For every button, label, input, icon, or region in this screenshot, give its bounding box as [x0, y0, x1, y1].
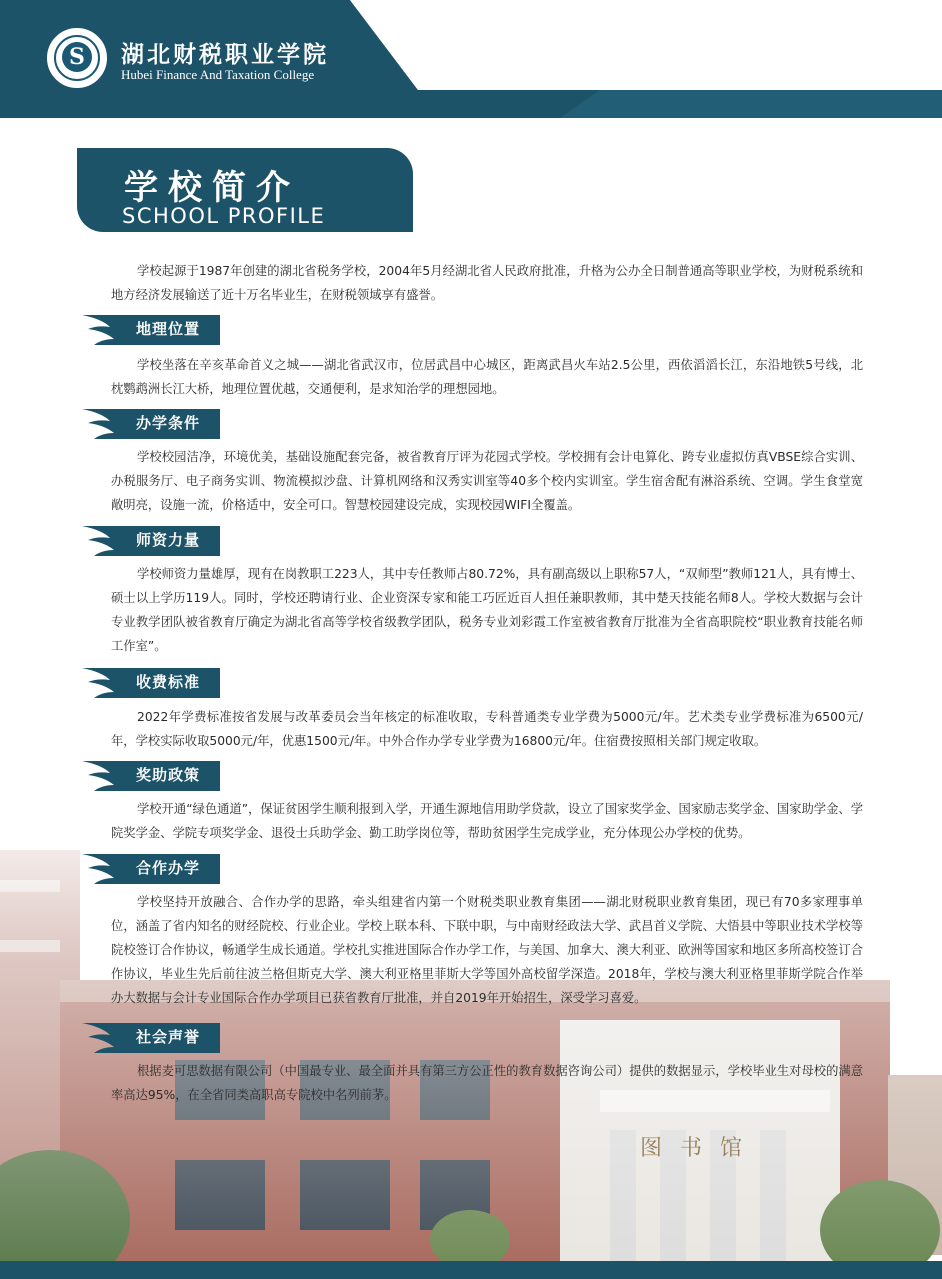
section-header-facilities	[80, 407, 220, 441]
section-text-reputation: 根据麦可思数据有限公司（中国最专业、最全面并具有第三方公正性的教育数据咨询公司）提供的数据显示，学校毕业生对母校的满意率高达95%，在全省同类高职高专院校中名列前茅。	[111, 1064, 863, 1102]
section-heading: 师资力量	[136, 531, 201, 549]
college-name-en: Hubei Finance And Taxation College	[121, 67, 315, 82]
section-text-location: 学校坐落在辛亥革命首义之城——湖北省武汉市，位居武昌中心城区，距离武昌火车站2.5公里，西依滔滔长江，东沿地铁5号线，北枕鹦鹉洲长江大桥，地理位置优越，交通便利，是求知治学的理想园地。	[111, 358, 863, 396]
section-header-location	[80, 313, 220, 347]
section-header-cooperation	[80, 852, 220, 886]
section-text-facilities: 学校校园洁净，环境优美，基础设施配套完备，被省教育厅评为花园式学校。学校拥有会计电算化、跨专业虚拟仿真VBSE综合实训、办税服务厅、电子商务实训、物流模拟沙盘、计算机网络和汉秀实训室等40多个校内实训室。学生宿舍配有淋浴系统、空调。学生食堂宽敞明亮，设施一流，价格适中，安全可口。智慧校园建设完成，实现校园WIFI全覆盖。	[111, 450, 863, 512]
section-header-reputation	[80, 1021, 220, 1055]
footer-bar	[0, 1261, 942, 1279]
section-heading: 地理位置	[136, 320, 201, 338]
section-heading: 奖助政策	[136, 766, 201, 784]
college-seal-logo	[47, 28, 107, 88]
section-header-faculty	[80, 524, 220, 558]
section-text-faculty: 学校师资力量雄厚，现有在岗教职工223人，其中专任教师占80.72%，具有副高级以上职称57人，“双师型”教师121人，具有博士、硕士以上学历119人。同时，学校还聘请行业、企业资深专家和能工巧匠近百人担任兼职教师，其中楚天技能名师8人。学校大数据与会计专业教学团队被省教育厅确定为湖北省高等学校省级教学团队，税务专业刘彩霞工作室被省教育厅批准为全省高职院校“职业教育技能名师工作室”。	[111, 567, 863, 653]
logo-s-mark-icon: S	[62, 42, 92, 72]
college-name-cn: 湖北财税职业学院	[121, 41, 329, 68]
section-heading: 办学条件	[136, 414, 201, 432]
section-header-financial-aid	[80, 759, 220, 793]
page-subtitle: SCHOOL PROFILE	[122, 204, 326, 228]
section-text-cooperation: 学校坚持开放融合、合作办学的思路，牵头组建省内第一个财税类职业教育集团——湖北财税职业教育集团，现已有70多家理事单位，涵盖了省内知名的财经院校、行业企业。学校上联本科、下联中职，与中南财经政法大学、武昌首义学院、大悟县中等职业技术学校等院校签订合作协议，畅通学生成长通道。学校扎实推进国际合作办学工作，与美国、加拿大、澳大利亚、欧洲等国家和地区多所高校签订合作协议，毕业生先后前往波兰格但斯克大学、澳大利亚格里菲斯大学等国外高校留学深造。2018年，学校与澳大利亚格里菲斯学院合作举办大数据与会计专业国际合作办学项目已获省教育厅批准，并自2019年开始招生，深受学习喜爱。	[111, 895, 863, 1005]
section-heading: 收费标准	[136, 673, 201, 691]
school-profile-title-block	[77, 148, 413, 232]
section-heading: 合作办学	[136, 859, 201, 877]
section-text-fees: 2022年学费标准按省发展与改革委员会当年核定的标准收取，专科普通类专业学费为5000元/年。艺术类专业学费标准为6500元/年，学校实际收取5000元/年，优惠1500元/年。中外合作办学专业学费为16800元/年。住宿费按照相关部门规定收取。	[111, 710, 863, 748]
section-text-financial-aid: 学校开通“绿色通道”，保证贫困学生顺利报到入学，开通生源地信用助学贷款，设立了国家奖学金、国家励志奖学金、国家助学金、学院奖学金、学院专项奖学金、退役士兵助学金、勤工助学岗位等，帮助贫困学生完成学业，充分体现公办学校的优势。	[111, 802, 863, 840]
intro-paragraph: 学校起源于1987年创建的湖北省税务学校，2004年5月经湖北省人民政府批准，升格为公办全日制普通高等职业学校，为财税系统和地方经济发展输送了近十万名毕业生，在财税领域享有盛誉。	[111, 264, 863, 302]
section-heading: 社会声誉	[136, 1028, 201, 1046]
page-title: 学校简介	[124, 168, 300, 208]
section-header-fees	[80, 666, 220, 700]
